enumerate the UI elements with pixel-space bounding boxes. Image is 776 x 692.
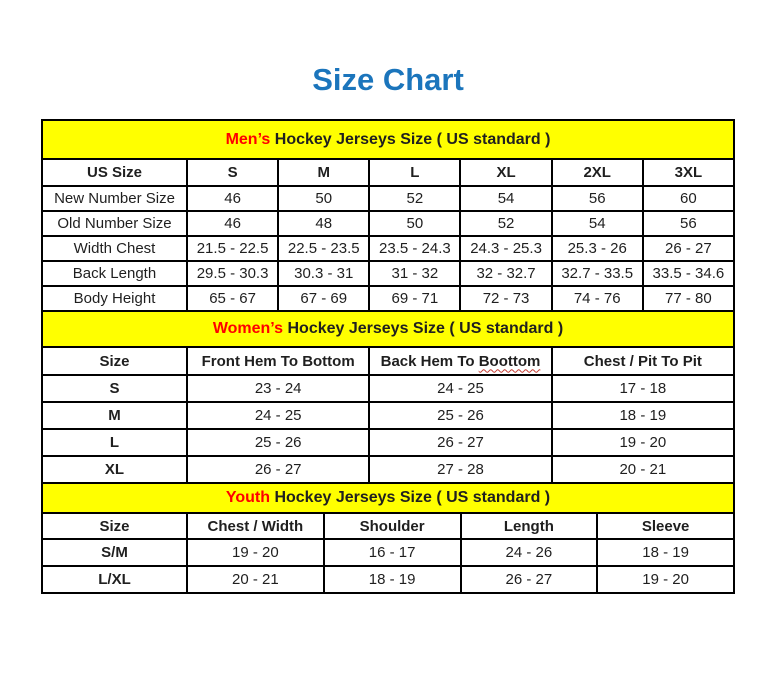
data-cell: 69 - 71 [369,286,460,311]
data-cell: 27 - 28 [369,456,551,483]
table-row [42,186,734,211]
data-cell: 50 [278,186,369,211]
table-row [42,539,734,566]
row-label: New Number Size [42,186,187,211]
womens-table-banner [42,311,734,347]
data-cell: 54 [552,211,643,236]
row-label: XL [42,456,187,483]
womens-header-row [42,347,734,375]
youth-table-banner [42,483,734,513]
spellcheck-underlined-word: Boottom [478,352,541,370]
data-cell: 18 - 19 [552,402,734,429]
data-cell: 26 - 27 [461,566,598,593]
mens-banner-red-word: Men’s [225,130,271,148]
data-cell: 48 [278,211,369,236]
data-cell: 23.5 - 24.3 [369,236,460,261]
row-label: S/M [42,539,187,566]
data-cell: 56 [552,186,643,211]
womens-banner-row [42,311,734,347]
header-cell: S [187,159,278,186]
data-cell: 46 [187,211,278,236]
youth-size-table [41,482,735,594]
header-cell: M [278,159,369,186]
youth-banner-row [42,483,734,513]
header-text: Back Hem To [380,352,479,370]
table-row [42,286,734,311]
data-cell: 24 - 25 [187,402,369,429]
data-cell: 54 [460,186,551,211]
row-label: M [42,402,187,429]
table-row [42,566,734,593]
header-cell: Shoulder [324,513,461,539]
data-cell: 25 - 26 [187,429,369,456]
data-cell: 21.5 - 22.5 [187,236,278,261]
data-cell: 31 - 32 [369,261,460,286]
data-cell: 18 - 19 [597,539,734,566]
row-label: Body Height [42,286,187,311]
youth-banner-red-word: Youth [225,489,270,506]
data-cell: 19 - 20 [552,429,734,456]
header-cell: Chest / Pit To Pit [552,347,734,375]
row-label: L [42,429,187,456]
data-cell: 26 - 27 [187,456,369,483]
header-cell: 3XL [643,159,734,186]
header-cell: XL [460,159,551,186]
row-label: Width Chest [42,236,187,261]
header-cell: 2XL [552,159,643,186]
data-cell: 72 - 73 [460,286,551,311]
mens-banner-row [42,120,734,159]
data-cell: 23 - 24 [187,375,369,402]
mens-banner-rest: Hockey Jerseys Size ( US standard ) [270,130,551,148]
data-cell: 46 [187,186,278,211]
table-row [42,402,734,429]
size-tables-block [41,119,735,594]
row-label: Back Length [42,261,187,286]
data-cell: 19 - 20 [597,566,734,593]
data-cell: 32.7 - 33.5 [552,261,643,286]
data-cell: 24 - 25 [369,375,551,402]
header-cell: L [369,159,460,186]
data-cell: 26 - 27 [369,429,551,456]
row-label: S [42,375,187,402]
header-cell: Size [42,513,187,539]
data-cell: 24.3 - 25.3 [460,236,551,261]
header-cell: US Size [42,159,187,186]
data-cell: 24 - 26 [461,539,598,566]
data-cell: 16 - 17 [324,539,461,566]
data-cell: 77 - 80 [643,286,734,311]
table-row [42,375,734,402]
header-cell: Length [461,513,598,539]
row-label: Old Number Size [42,211,187,236]
header-cell-misspelled [369,347,551,375]
table-row [42,429,734,456]
data-cell: 18 - 19 [324,566,461,593]
mens-header-row [42,159,734,186]
data-cell: 50 [369,211,460,236]
data-cell: 60 [643,186,734,211]
data-cell: 33.5 - 34.6 [643,261,734,286]
header-cell: Sleeve [597,513,734,539]
header-cell: Chest / Width [187,513,324,539]
data-cell: 56 [643,211,734,236]
data-cell: 30.3 - 31 [278,261,369,286]
table-row [42,261,734,286]
data-cell: 67 - 69 [278,286,369,311]
data-cell: 20 - 21 [552,456,734,483]
mens-size-table [41,119,735,312]
row-label: L/XL [42,566,187,593]
mens-table-banner [42,120,734,159]
data-cell: 25.3 - 26 [552,236,643,261]
data-cell: 32 - 32.7 [460,261,551,286]
data-cell: 22.5 - 23.5 [278,236,369,261]
data-cell: 25 - 26 [369,402,551,429]
data-cell: 74 - 76 [552,286,643,311]
table-row [42,236,734,261]
page-title: Size Chart [312,62,464,97]
womens-banner-red-word: Women’s [212,320,284,337]
table-row [42,456,734,483]
data-cell: 26 - 27 [643,236,734,261]
table-row [42,211,734,236]
data-cell: 29.5 - 30.3 [187,261,278,286]
data-cell: 19 - 20 [187,539,324,566]
womens-banner-rest: Hockey Jerseys Size ( US standard ) [283,320,564,337]
youth-banner-rest: Hockey Jerseys Size ( US standard ) [270,489,551,506]
youth-header-row [42,513,734,539]
header-cell: Size [42,347,187,375]
header-cell: Front Hem To Bottom [187,347,369,375]
data-cell: 17 - 18 [552,375,734,402]
data-cell: 52 [460,211,551,236]
data-cell: 52 [369,186,460,211]
womens-size-table [41,310,735,484]
data-cell: 20 - 21 [187,566,324,593]
data-cell: 65 - 67 [187,286,278,311]
